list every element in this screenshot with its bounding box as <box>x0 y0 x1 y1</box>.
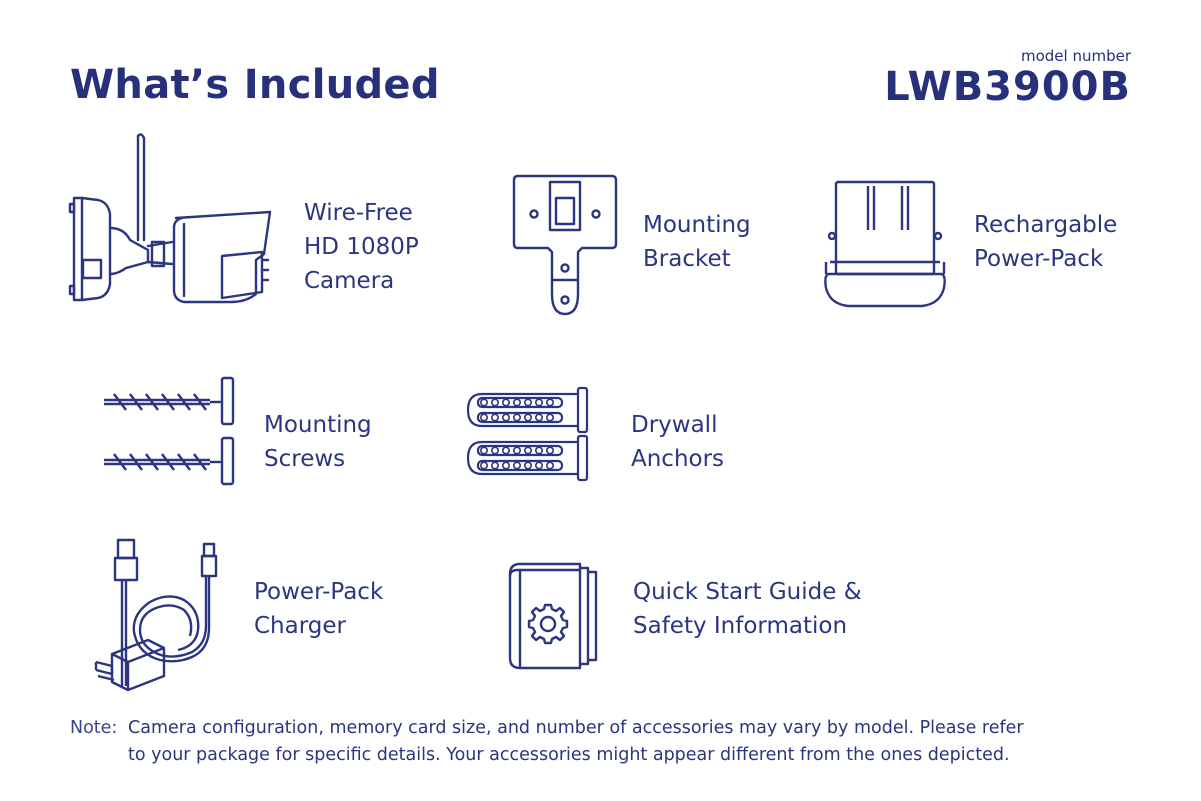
model-number-label: model number <box>1020 47 1131 65</box>
battery-icon <box>822 178 948 312</box>
page-title: What’s Included <box>70 62 440 108</box>
item-label-charger: Power-Pack Charger <box>254 579 384 639</box>
item-label-screws: Mounting Screws <box>264 412 372 472</box>
model-number: LWB3900B <box>884 64 1131 110</box>
item-label-battery: Rechargable Power-Pack <box>974 212 1118 272</box>
item-label-anchors: Drywall Anchors <box>631 412 725 472</box>
footnote <box>70 715 1024 769</box>
screws-icon <box>100 376 240 488</box>
note-label: Note: <box>70 718 118 738</box>
anchors-icon <box>464 386 590 482</box>
item-label-camera: Wire-Free HD 1080P Camera <box>304 200 419 294</box>
note-line-2: to your package for specific details. Your accessories might appear different from the ones depicted. <box>128 745 1010 765</box>
item-label-bracket: Mounting Bracket <box>643 212 751 272</box>
bracket-icon <box>512 174 618 318</box>
item-label-manual: Quick Start Guide & Safety Information <box>633 579 862 639</box>
camera-icon <box>66 132 276 314</box>
manual-icon <box>506 560 602 672</box>
charger-icon <box>88 536 238 692</box>
note-line-1: Camera configuration, memory card size, and number of accessories may vary by model. Please refer <box>128 718 1024 738</box>
